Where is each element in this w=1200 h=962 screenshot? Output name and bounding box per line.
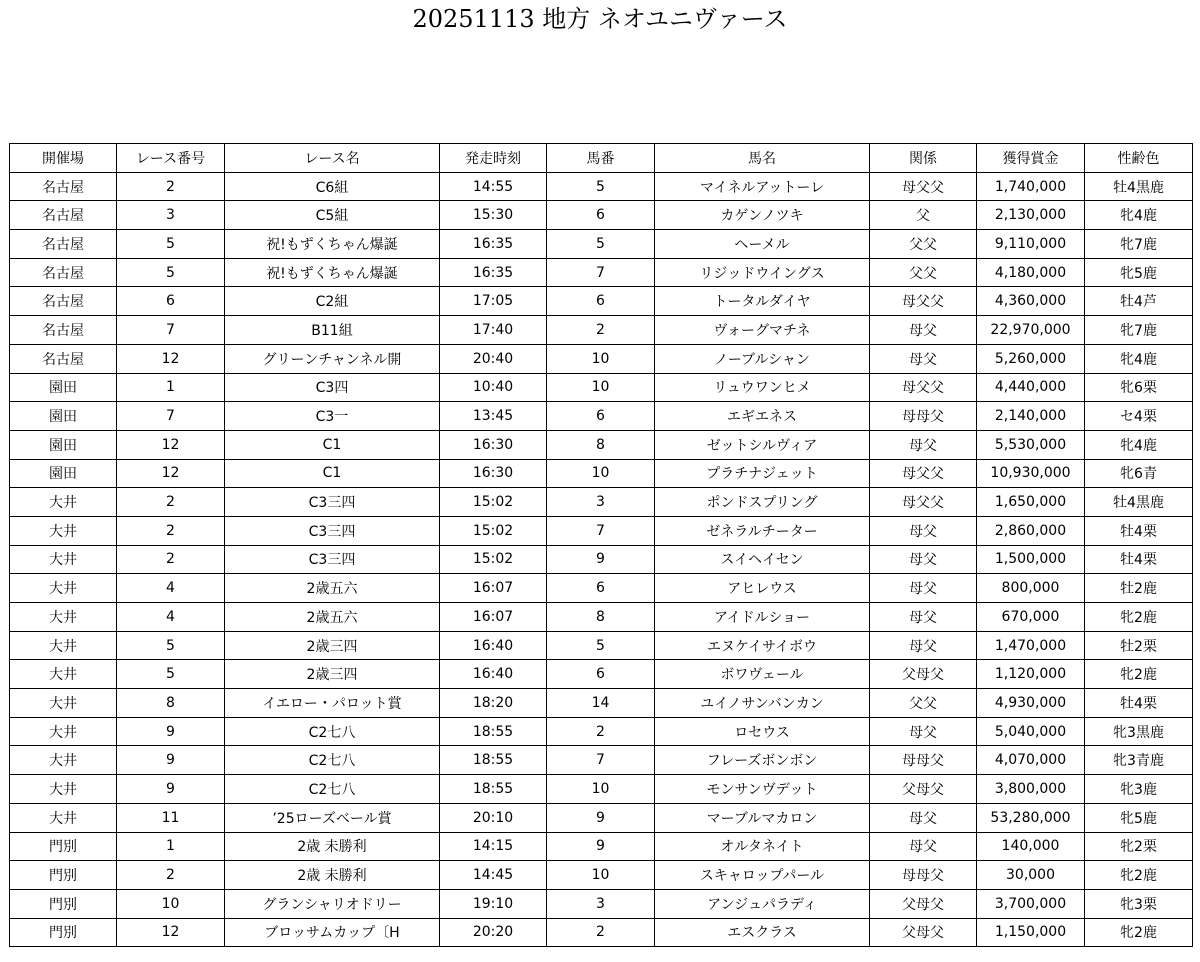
table-row — [10, 373, 1193, 402]
cell-horse-number: 3 — [547, 889, 655, 918]
cell-race-number: 6 — [117, 287, 225, 316]
table-row — [10, 775, 1193, 804]
cell-race-number: 3 — [117, 201, 225, 230]
cell-horse-number: 5 — [547, 172, 655, 201]
cell-race-name: 祝!もずくちゃん爆誕 — [225, 258, 440, 287]
cell-prize-money: 1,120,000 — [977, 660, 1085, 689]
cell-post-time: 15:02 — [440, 545, 547, 574]
cell-race-number: 2 — [117, 545, 225, 574]
cell-relation: 母父父 — [870, 459, 977, 488]
cell-horse-number: 8 — [547, 603, 655, 632]
results-table — [9, 143, 1193, 947]
cell-post-time: 15:30 — [440, 201, 547, 230]
cell-venue: 門別 — [10, 861, 117, 890]
cell-sex-age-color: 牡2鹿 — [1085, 574, 1193, 603]
cell-race-number: 9 — [117, 746, 225, 775]
cell-prize-money: 1,740,000 — [977, 172, 1085, 201]
cell-race-name: ブロッサムカップ〔H — [225, 918, 440, 947]
cell-race-number: 7 — [117, 402, 225, 431]
cell-venue: 大井 — [10, 689, 117, 718]
cell-venue: 門別 — [10, 832, 117, 861]
cell-horse-number: 8 — [547, 430, 655, 459]
cell-race-number: 7 — [117, 316, 225, 345]
cell-horse-name: アヒレウス — [655, 574, 870, 603]
cell-race-number: 9 — [117, 775, 225, 804]
cell-post-time: 18:55 — [440, 775, 547, 804]
cell-venue: 門別 — [10, 918, 117, 947]
cell-race-name: ’25ローズベール賞 — [225, 803, 440, 832]
cell-horse-number: 7 — [547, 258, 655, 287]
column-header-horse-name: 馬名 — [655, 144, 870, 173]
cell-horse-number: 3 — [547, 488, 655, 517]
cell-sex-age-color: 牝7鹿 — [1085, 230, 1193, 259]
cell-venue: 大井 — [10, 574, 117, 603]
cell-relation: 父母父 — [870, 918, 977, 947]
cell-relation: 父父 — [870, 230, 977, 259]
table-row — [10, 344, 1193, 373]
cell-race-number: 5 — [117, 631, 225, 660]
cell-prize-money: 4,180,000 — [977, 258, 1085, 287]
cell-race-number: 5 — [117, 660, 225, 689]
cell-horse-number: 7 — [547, 746, 655, 775]
cell-horse-number: 6 — [547, 201, 655, 230]
cell-race-number: 4 — [117, 603, 225, 632]
cell-horse-name: ヘーメル — [655, 230, 870, 259]
cell-relation: 母父 — [870, 717, 977, 746]
cell-race-name: 2歳 未勝利 — [225, 832, 440, 861]
cell-sex-age-color: セ4栗 — [1085, 402, 1193, 431]
cell-relation: 母父 — [870, 803, 977, 832]
cell-prize-money: 4,360,000 — [977, 287, 1085, 316]
cell-horse-name: ロセウス — [655, 717, 870, 746]
cell-relation: 父父 — [870, 689, 977, 718]
cell-race-number: 12 — [117, 430, 225, 459]
column-header-race-number: レース番号 — [117, 144, 225, 173]
cell-horse-number: 6 — [547, 574, 655, 603]
cell-relation: 母父父 — [870, 172, 977, 201]
cell-relation: 母母父 — [870, 861, 977, 890]
cell-race-name: C3一 — [225, 402, 440, 431]
cell-race-number: 4 — [117, 574, 225, 603]
table-row — [10, 172, 1193, 201]
cell-post-time: 16:30 — [440, 430, 547, 459]
cell-sex-age-color: 牝2鹿 — [1085, 861, 1193, 890]
table-row — [10, 430, 1193, 459]
cell-sex-age-color: 牡4栗 — [1085, 516, 1193, 545]
cell-post-time: 16:30 — [440, 459, 547, 488]
cell-horse-number: 14 — [547, 689, 655, 718]
cell-post-time: 14:45 — [440, 861, 547, 890]
cell-sex-age-color: 牝4鹿 — [1085, 344, 1193, 373]
cell-race-number: 1 — [117, 373, 225, 402]
cell-horse-name: マーブルマカロン — [655, 803, 870, 832]
cell-race-name: C2七八 — [225, 717, 440, 746]
cell-post-time: 17:05 — [440, 287, 547, 316]
cell-post-time: 16:40 — [440, 660, 547, 689]
cell-sex-age-color: 牡4黒鹿 — [1085, 172, 1193, 201]
cell-horse-number: 2 — [547, 717, 655, 746]
cell-venue: 大井 — [10, 631, 117, 660]
cell-post-time: 18:55 — [440, 746, 547, 775]
table-row — [10, 803, 1193, 832]
column-header-race-name: レース名 — [225, 144, 440, 173]
cell-race-name: C3三四 — [225, 545, 440, 574]
page-title: 20251113 地方 ネオユニヴァース — [412, 5, 788, 33]
cell-race-name: C2七八 — [225, 746, 440, 775]
cell-race-number: 2 — [117, 516, 225, 545]
cell-venue: 大井 — [10, 746, 117, 775]
cell-horse-name: マイネルアットーレ — [655, 172, 870, 201]
table-body — [10, 172, 1193, 947]
cell-post-time: 16:07 — [440, 574, 547, 603]
cell-post-time: 17:40 — [440, 316, 547, 345]
cell-horse-number: 6 — [547, 660, 655, 689]
cell-sex-age-color: 牝2栗 — [1085, 832, 1193, 861]
cell-horse-number: 10 — [547, 861, 655, 890]
cell-sex-age-color: 牡4黒鹿 — [1085, 488, 1193, 517]
cell-venue: 園田 — [10, 373, 117, 402]
table-row — [10, 459, 1193, 488]
cell-relation: 母父 — [870, 603, 977, 632]
cell-relation: 母父 — [870, 832, 977, 861]
table-row — [10, 832, 1193, 861]
cell-horse-name: エヌケイサイボウ — [655, 631, 870, 660]
cell-race-name: グリーンチャンネル開 — [225, 344, 440, 373]
cell-sex-age-color: 牝3黒鹿 — [1085, 717, 1193, 746]
cell-race-number: 12 — [117, 459, 225, 488]
cell-post-time: 14:15 — [440, 832, 547, 861]
cell-horse-number: 2 — [547, 316, 655, 345]
cell-horse-number: 10 — [547, 373, 655, 402]
cell-race-number: 2 — [117, 861, 225, 890]
cell-race-number: 10 — [117, 889, 225, 918]
cell-sex-age-color: 牡2栗 — [1085, 631, 1193, 660]
cell-sex-age-color: 牡4栗 — [1085, 689, 1193, 718]
cell-prize-money: 800,000 — [977, 574, 1085, 603]
cell-post-time: 15:02 — [440, 488, 547, 517]
cell-horse-name: プラチナジェット — [655, 459, 870, 488]
cell-race-number: 9 — [117, 717, 225, 746]
cell-prize-money: 140,000 — [977, 832, 1085, 861]
cell-venue: 大井 — [10, 775, 117, 804]
cell-race-name: グランシャリオドリー — [225, 889, 440, 918]
cell-sex-age-color: 牝4鹿 — [1085, 430, 1193, 459]
cell-horse-name: エスクラス — [655, 918, 870, 947]
table-row — [10, 574, 1193, 603]
cell-post-time: 18:20 — [440, 689, 547, 718]
column-header-relation: 関係 — [870, 144, 977, 173]
column-header-sex-age-color: 性齢色 — [1085, 144, 1193, 173]
cell-relation: 母父 — [870, 316, 977, 345]
cell-post-time: 16:40 — [440, 631, 547, 660]
cell-prize-money: 1,650,000 — [977, 488, 1085, 517]
cell-post-time: 19:10 — [440, 889, 547, 918]
cell-prize-money: 670,000 — [977, 603, 1085, 632]
cell-race-number: 12 — [117, 918, 225, 947]
cell-relation: 母父 — [870, 574, 977, 603]
table-row — [10, 918, 1193, 947]
cell-horse-name: スキャロップパール — [655, 861, 870, 890]
cell-post-time: 14:55 — [440, 172, 547, 201]
cell-race-name: C3四 — [225, 373, 440, 402]
cell-horse-number: 10 — [547, 459, 655, 488]
table-row — [10, 316, 1193, 345]
cell-relation: 母父 — [870, 516, 977, 545]
cell-relation: 母父 — [870, 631, 977, 660]
cell-race-number: 2 — [117, 172, 225, 201]
cell-sex-age-color: 牡4栗 — [1085, 545, 1193, 574]
table-row — [10, 889, 1193, 918]
cell-prize-money: 4,440,000 — [977, 373, 1085, 402]
table-row — [10, 402, 1193, 431]
cell-race-name: 2歳 未勝利 — [225, 861, 440, 890]
cell-race-name: 2歳五六 — [225, 574, 440, 603]
cell-race-number: 1 — [117, 832, 225, 861]
cell-prize-money: 5,260,000 — [977, 344, 1085, 373]
cell-sex-age-color: 牝2鹿 — [1085, 660, 1193, 689]
cell-relation: 母母父 — [870, 746, 977, 775]
cell-horse-number: 5 — [547, 631, 655, 660]
cell-post-time: 16:07 — [440, 603, 547, 632]
cell-venue: 大井 — [10, 660, 117, 689]
cell-horse-number: 6 — [547, 287, 655, 316]
table-row — [10, 603, 1193, 632]
cell-race-name: 2歳三四 — [225, 631, 440, 660]
cell-horse-name: ユイノサンバンカン — [655, 689, 870, 718]
cell-horse-name: ゼネラルチーター — [655, 516, 870, 545]
cell-sex-age-color: 牝2鹿 — [1085, 918, 1193, 947]
cell-prize-money: 3,800,000 — [977, 775, 1085, 804]
column-header-post-time: 発走時刻 — [440, 144, 547, 173]
cell-sex-age-color: 牝3青鹿 — [1085, 746, 1193, 775]
cell-sex-age-color: 牝5鹿 — [1085, 258, 1193, 287]
table-row — [10, 660, 1193, 689]
cell-horse-name: ゼットシルヴィア — [655, 430, 870, 459]
cell-post-time: 16:35 — [440, 258, 547, 287]
cell-post-time: 10:40 — [440, 373, 547, 402]
cell-race-name: B11組 — [225, 316, 440, 345]
cell-relation: 母父父 — [870, 488, 977, 517]
cell-sex-age-color: 牝5鹿 — [1085, 803, 1193, 832]
cell-venue: 大井 — [10, 717, 117, 746]
cell-sex-age-color: 牝6青 — [1085, 459, 1193, 488]
cell-prize-money: 22,970,000 — [977, 316, 1085, 345]
cell-venue: 大井 — [10, 603, 117, 632]
table-row — [10, 861, 1193, 890]
cell-horse-name: リジッドウイングス — [655, 258, 870, 287]
cell-prize-money: 10,930,000 — [977, 459, 1085, 488]
cell-venue: 名古屋 — [10, 344, 117, 373]
cell-race-name: C1 — [225, 459, 440, 488]
cell-venue: 名古屋 — [10, 230, 117, 259]
cell-race-number: 12 — [117, 344, 225, 373]
cell-venue: 名古屋 — [10, 201, 117, 230]
table-row — [10, 230, 1193, 259]
cell-prize-money: 30,000 — [977, 861, 1085, 890]
cell-race-name: C2七八 — [225, 775, 440, 804]
cell-race-number: 5 — [117, 258, 225, 287]
cell-horse-name: エギエネス — [655, 402, 870, 431]
cell-relation: 父母父 — [870, 660, 977, 689]
cell-venue: 大井 — [10, 803, 117, 832]
cell-race-name: イエロー・パロット賞 — [225, 689, 440, 718]
table-row — [10, 516, 1193, 545]
cell-venue: 園田 — [10, 430, 117, 459]
table-header-row — [10, 144, 1193, 173]
cell-horse-name: フレーズボンボン — [655, 746, 870, 775]
cell-horse-name: ヴォーグマチネ — [655, 316, 870, 345]
cell-prize-money: 1,500,000 — [977, 545, 1085, 574]
cell-race-name: C3三四 — [225, 488, 440, 517]
cell-horse-number: 2 — [547, 918, 655, 947]
table-row — [10, 287, 1193, 316]
cell-relation: 母父 — [870, 344, 977, 373]
cell-race-number: 5 — [117, 230, 225, 259]
cell-venue: 名古屋 — [10, 316, 117, 345]
cell-prize-money: 2,140,000 — [977, 402, 1085, 431]
cell-race-number: 11 — [117, 803, 225, 832]
cell-venue: 名古屋 — [10, 258, 117, 287]
table-row — [10, 717, 1193, 746]
table-row — [10, 689, 1193, 718]
cell-venue: 園田 — [10, 402, 117, 431]
cell-horse-name: トータルダイヤ — [655, 287, 870, 316]
table-row — [10, 545, 1193, 574]
cell-post-time: 15:02 — [440, 516, 547, 545]
cell-sex-age-color: 牡4芦 — [1085, 287, 1193, 316]
cell-horse-name: ノーブルシャン — [655, 344, 870, 373]
cell-post-time: 16:35 — [440, 230, 547, 259]
cell-race-number: 2 — [117, 488, 225, 517]
cell-race-name: C1 — [225, 430, 440, 459]
column-header-prize-money: 獲得賞金 — [977, 144, 1085, 173]
cell-relation: 父父 — [870, 258, 977, 287]
column-header-venue: 開催場 — [10, 144, 117, 173]
cell-horse-name: ボワヴェール — [655, 660, 870, 689]
cell-post-time: 20:10 — [440, 803, 547, 832]
cell-horse-number: 7 — [547, 516, 655, 545]
cell-prize-money: 1,150,000 — [977, 918, 1085, 947]
cell-relation: 父 — [870, 201, 977, 230]
cell-sex-age-color: 牝3栗 — [1085, 889, 1193, 918]
column-header-horse-number: 馬番 — [547, 144, 655, 173]
table-row — [10, 258, 1193, 287]
cell-race-name: 祝!もずくちゃん爆誕 — [225, 230, 440, 259]
cell-relation: 父母父 — [870, 775, 977, 804]
cell-race-name: 2歳五六 — [225, 603, 440, 632]
cell-horse-number: 10 — [547, 344, 655, 373]
cell-horse-name: カゲンノツキ — [655, 201, 870, 230]
cell-prize-money: 9,110,000 — [977, 230, 1085, 259]
cell-race-name: C6組 — [225, 172, 440, 201]
cell-horse-name: スイヘイセン — [655, 545, 870, 574]
cell-relation: 父母父 — [870, 889, 977, 918]
cell-prize-money: 4,070,000 — [977, 746, 1085, 775]
cell-relation: 母父 — [870, 545, 977, 574]
cell-venue: 名古屋 — [10, 287, 117, 316]
cell-relation: 母父父 — [870, 287, 977, 316]
cell-prize-money: 5,040,000 — [977, 717, 1085, 746]
cell-prize-money: 5,530,000 — [977, 430, 1085, 459]
cell-prize-money: 1,470,000 — [977, 631, 1085, 660]
cell-post-time: 18:55 — [440, 717, 547, 746]
cell-sex-age-color: 牝7鹿 — [1085, 316, 1193, 345]
cell-horse-number: 10 — [547, 775, 655, 804]
cell-venue: 園田 — [10, 459, 117, 488]
cell-race-name: C2組 — [225, 287, 440, 316]
cell-race-number: 8 — [117, 689, 225, 718]
cell-horse-number: 6 — [547, 402, 655, 431]
cell-horse-name: アンジュパラディ — [655, 889, 870, 918]
cell-relation: 母父 — [870, 430, 977, 459]
cell-venue: 大井 — [10, 488, 117, 517]
cell-post-time: 20:20 — [440, 918, 547, 947]
cell-post-time: 13:45 — [440, 402, 547, 431]
cell-prize-money: 4,930,000 — [977, 689, 1085, 718]
cell-race-name: 2歳三四 — [225, 660, 440, 689]
cell-race-name: C3三四 — [225, 516, 440, 545]
cell-venue: 大井 — [10, 545, 117, 574]
cell-sex-age-color: 牝3鹿 — [1085, 775, 1193, 804]
cell-prize-money: 2,860,000 — [977, 516, 1085, 545]
cell-horse-name: モンサンヴデット — [655, 775, 870, 804]
cell-horse-number: 5 — [547, 230, 655, 259]
cell-relation: 母父父 — [870, 373, 977, 402]
table-row — [10, 488, 1193, 517]
cell-horse-number: 9 — [547, 545, 655, 574]
cell-prize-money: 53,280,000 — [977, 803, 1085, 832]
cell-horse-number: 9 — [547, 803, 655, 832]
table-row — [10, 201, 1193, 230]
cell-horse-name: ポンドスプリング — [655, 488, 870, 517]
table-row — [10, 631, 1193, 660]
cell-post-time: 20:40 — [440, 344, 547, 373]
cell-horse-name: アイドルショー — [655, 603, 870, 632]
cell-sex-age-color: 牝2鹿 — [1085, 603, 1193, 632]
cell-sex-age-color: 牝6栗 — [1085, 373, 1193, 402]
cell-venue: 大井 — [10, 516, 117, 545]
cell-race-name: C5組 — [225, 201, 440, 230]
table-row — [10, 746, 1193, 775]
cell-sex-age-color: 牝4鹿 — [1085, 201, 1193, 230]
cell-horse-name: リュウワンヒメ — [655, 373, 870, 402]
cell-prize-money: 3,700,000 — [977, 889, 1085, 918]
cell-venue: 門別 — [10, 889, 117, 918]
cell-prize-money: 2,130,000 — [977, 201, 1085, 230]
cell-venue: 名古屋 — [10, 172, 117, 201]
cell-relation: 母母父 — [870, 402, 977, 431]
cell-horse-name: オルタネイト — [655, 832, 870, 861]
cell-horse-number: 9 — [547, 832, 655, 861]
